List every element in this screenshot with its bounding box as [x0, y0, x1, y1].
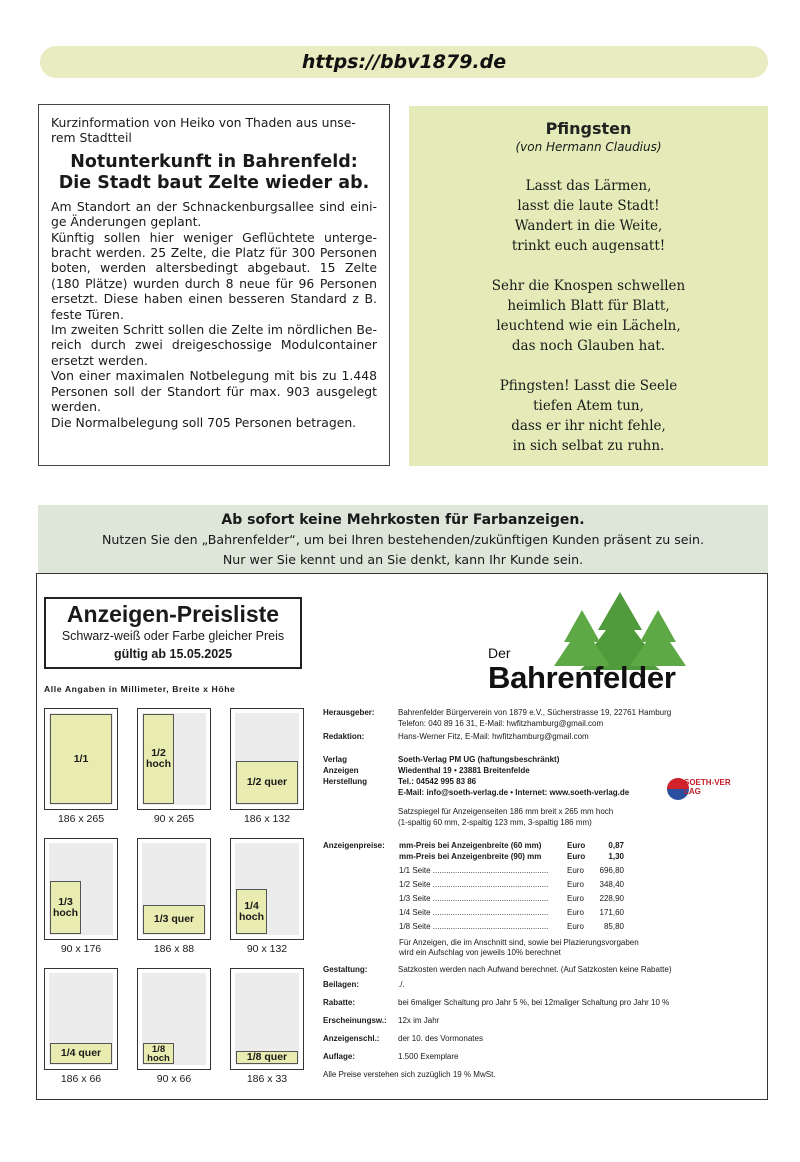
logo-der: Der: [488, 645, 511, 661]
verlag-contact[interactable]: E-Mail: info@soeth-verlag.de • Internet: www.soeth-verlag.de: [398, 788, 630, 797]
poem-line: Sehr die Knospen schwellen: [491, 278, 686, 294]
verlag-address: Wiedenthal 19 • 23881 Breitenfelde: [398, 766, 530, 775]
mwst-note: Alle Preise verstehen sich zuzüglich 19 % MwSt.: [323, 1070, 496, 1079]
anzeigen-label: Anzeigen: [323, 766, 359, 775]
article-title-line-1: Notunterkunft in Bahrenfeld:: [70, 151, 358, 172]
price-name: 1/4 Seite ....................................................: [399, 908, 549, 917]
dimensions-note: Alle Angaben in Millimeter, Breite x Höhe: [44, 684, 236, 694]
erscheinung-label: Erscheinungsw.:: [323, 1016, 387, 1025]
rabatte-text: bei 6maliger Schaltung pro Jahr 5 %, bei 12maliger Schaltung pro Jahr 10 %: [398, 998, 670, 1007]
price-name: 1/3 Seite ....................................................: [399, 894, 549, 903]
satzspiegel-columns: (1-spaltig 60 mm, 2-spaltig 123 mm, 3-spaltig 186 mm): [398, 818, 592, 827]
poem-box: [409, 106, 768, 466]
poem-line: leuchtend wie ein Lächeln,: [496, 318, 681, 334]
article-paragraph: Im zweiten Schritt sollen die Zelte im nördlichen Be- reich durch zwei dreigeschossige Modulcontainer ersetzt werden.: [51, 322, 377, 368]
price-name: 1/8 Seite ....................................................: [399, 922, 549, 931]
ad-format-dimensions: 186 x 33: [246, 1073, 288, 1085]
article-paragraph: Am Standort an der Schnackenburgsallee sind eini- ge Änderungen geplant.: [51, 198, 377, 230]
anzeigenschluss-label: Anzeigenschl.:: [323, 1034, 380, 1043]
ad-format-label: 1/2 quer: [236, 761, 298, 804]
price-currency: Euro: [567, 841, 586, 850]
price-value: 348,40: [599, 880, 624, 889]
poem-line: Lasst das Lärmen,: [525, 178, 652, 194]
ad-format-label: 1/3 quer: [143, 905, 205, 934]
ad-format-1-3-hoch: [44, 838, 118, 940]
color-ads-banner: [38, 505, 768, 573]
price-currency: Euro: [567, 852, 586, 861]
price-currency: Euro: [567, 922, 584, 931]
ad-format-dimensions: 186 x 265: [57, 813, 105, 825]
banner-headline: Ab sofort keine Mehrkosten für Farbanzeigen.: [221, 512, 585, 528]
poem-stanza: [409, 376, 768, 456]
herausgeber-contact: Telefon: 040 89 16 31, E-Mail: hwfitzhamburg@gmail.com: [398, 719, 604, 728]
ad-format-dimensions: 90 x 66: [156, 1073, 192, 1085]
price-value: 171,60: [599, 908, 624, 917]
ad-format-1-4-quer: [44, 968, 118, 1070]
price-list-subtitle: Schwarz-weiß oder Farbe gleicher Preis: [61, 629, 285, 643]
auflage-text: 1.500 Exemplare: [398, 1052, 459, 1061]
ad-format-1-8-quer: [230, 968, 304, 1070]
price-list-valid-date: gültig ab 15.05.2025: [113, 647, 233, 661]
article-title-line-2: Die Stadt baut Zelte wieder ab.: [58, 172, 370, 193]
poem-title: Pfingsten: [545, 119, 632, 138]
ad-format-1-1: [44, 708, 118, 810]
poem-line: das noch Glauben hat.: [511, 338, 666, 354]
ad-format-label: 1/4 hoch: [236, 889, 267, 934]
price-name: mm-Preis bei Anzeigenbreite (90) mm: [399, 852, 542, 861]
price-currency: Euro: [567, 894, 584, 903]
herausgeber-label: Herausgeber:: [323, 708, 375, 717]
ad-format-1-8-hoch: [137, 968, 211, 1070]
ad-format-label: 1/8 hoch: [143, 1043, 174, 1064]
herstellung-label: Herstellung: [323, 777, 368, 786]
poem-line: heimlich Blatt für Blatt,: [507, 298, 670, 314]
ad-format-dimensions: 186 x 88: [153, 943, 195, 955]
price-name: 1/1 Seite ....................................................: [399, 866, 549, 875]
ad-format-label: 1/2 hoch: [143, 714, 174, 804]
price-name: mm-Preis bei Anzeigenbreite (60 mm): [399, 841, 542, 850]
poem-line: in sich selbat zu ruhn.: [512, 438, 665, 454]
erscheinung-text: 12x im Jahr: [398, 1016, 440, 1025]
beilagen-label: Beilagen:: [323, 980, 360, 989]
price-list-title: Anzeigen-Preisliste: [66, 601, 280, 627]
redaktion-label: Redaktion:: [323, 732, 365, 741]
logo-name: Bahrenfelder: [488, 660, 676, 695]
poem-stanza: [409, 276, 768, 356]
poem-line: lasst die laute Stadt!: [517, 198, 660, 214]
ad-format-dimensions: 90 x 265: [153, 813, 195, 825]
ad-format-dimensions: 186 x 132: [243, 813, 291, 825]
anschnitt-line: wird ein Aufschlag von jeweils 10% berechnet: [399, 948, 561, 957]
banner-text: Nur wer Sie kennt und an Sie denkt, kann Ihr Kunde sein.: [222, 552, 584, 567]
ad-format-1-3-quer: [137, 838, 211, 940]
price-value: 228,90: [599, 894, 624, 903]
soeth-verlag-text: SOETH-VERLAG: [684, 778, 731, 796]
poem-line: dass er ihr nicht fehle,: [511, 418, 666, 434]
ad-format-label: 1/4 quer: [50, 1043, 112, 1064]
banner-text: Nutzen Sie den „Bahrenfelder“, um bei Ihren bestehenden/zukünftigen Kunden präsent zu sein.: [102, 532, 704, 547]
price-currency: Euro: [567, 866, 584, 875]
rabatte-label: Rabatte:: [323, 998, 356, 1007]
ad-format-label: 1/1: [50, 714, 112, 804]
price-currency: Euro: [567, 908, 584, 917]
poem-line: tiefen Atem tun,: [533, 398, 644, 414]
fir-trees-icon: [550, 590, 690, 670]
price-value: 696,80: [599, 866, 624, 875]
ad-format-1-2-quer: [230, 708, 304, 810]
poem-line: Pfingsten! Lasst die Seele: [499, 378, 678, 394]
anschnitt-line: Für Anzeigen, die im Anschnitt sind, sowie bei Plazierungsvorgaben: [399, 938, 639, 947]
price-list-header: [44, 597, 302, 669]
poem-line: Wandert in die Weite,: [514, 218, 663, 234]
ad-format-1-4-hoch: [230, 838, 304, 940]
article-paragraph: Die Normalbelegung soll 705 Personen betragen.: [51, 414, 357, 430]
satzspiegel: Satzspiegel für Anzeigenseiten 186 mm breit x 265 mm hoch: [398, 807, 614, 816]
ad-format-1-2-hoch: [137, 708, 211, 810]
poem-line: trinkt euch augensatt!: [511, 238, 666, 254]
poem-author: (von Hermann Claudius): [515, 140, 662, 154]
website-url[interactable]: https://bbv1879.de: [40, 46, 768, 78]
ad-format-label: 1/3 hoch: [50, 881, 81, 934]
verlag-label: Verlag: [323, 755, 348, 764]
article-paragraph: Von einer maximalen Notbelegung mit bis zu 1.448 Personen soll der Standort für max. 903 ausgelegt werden.: [51, 368, 377, 415]
price-value: 85,80: [603, 922, 624, 931]
article-paragraph: Künftig sollen hier weniger Geflüchtete unterge- bracht werden. 25 Zelte, die Platz für 300 Personen boten, werden altersbedingt abgebaut. 15 Zelte (180 Plätze) wurden durch 8 neue für 96 Personen ersetzt. Diese haben einen besseren Standard z B. feste Türen.: [51, 229, 377, 322]
auflage-label: Auflage:: [323, 1052, 355, 1061]
article-title: [51, 152, 377, 194]
ad-format-dimensions: 186 x 66: [60, 1073, 102, 1085]
price-value: 1,30: [608, 852, 624, 861]
ad-format-dimensions: 90 x 132: [246, 943, 288, 955]
article-body: [51, 199, 377, 430]
anzeigenschluss-text: der 10. des Vormonates: [398, 1034, 483, 1043]
redaktion-text: Hans-Werner Fitz, E-Mail: hwfitzhamburg@gmail.com: [398, 732, 589, 741]
ad-format-dimensions: 90 x 176: [60, 943, 102, 955]
verlag-name: Soeth-Verlag PM UG (haftungsbeschränkt): [398, 755, 560, 764]
news-article: [38, 104, 390, 466]
gestaltung-label: Gestaltung:: [323, 965, 368, 974]
bahrenfelder-logo: [488, 590, 758, 700]
herausgeber-text: Bahrenfelder Bürgerverein von 1879 e.V., Sücherstrasse 19, 22761 Hamburg: [398, 708, 672, 717]
price-value: 0,87: [608, 841, 624, 850]
ad-format-label: 1/8 quer: [236, 1051, 298, 1064]
poem-stanza: [409, 176, 768, 256]
article-intro: Kurzinformation von Heiko von Thaden aus unse- rem Stadtteil: [51, 115, 356, 146]
verlag-phone: Tel.: 04542 995 83 86: [398, 777, 477, 786]
anzeigenpreise-label: Anzeigenpreise:: [323, 841, 385, 850]
gestaltung-text: Satzkosten werden nach Aufwand berechnet. (Auf Satzkosten keine Rabatte): [398, 965, 672, 974]
beilagen-text: ./.: [398, 980, 405, 989]
price-name: 1/2 Seite ....................................................: [399, 880, 549, 889]
price-currency: Euro: [567, 880, 584, 889]
